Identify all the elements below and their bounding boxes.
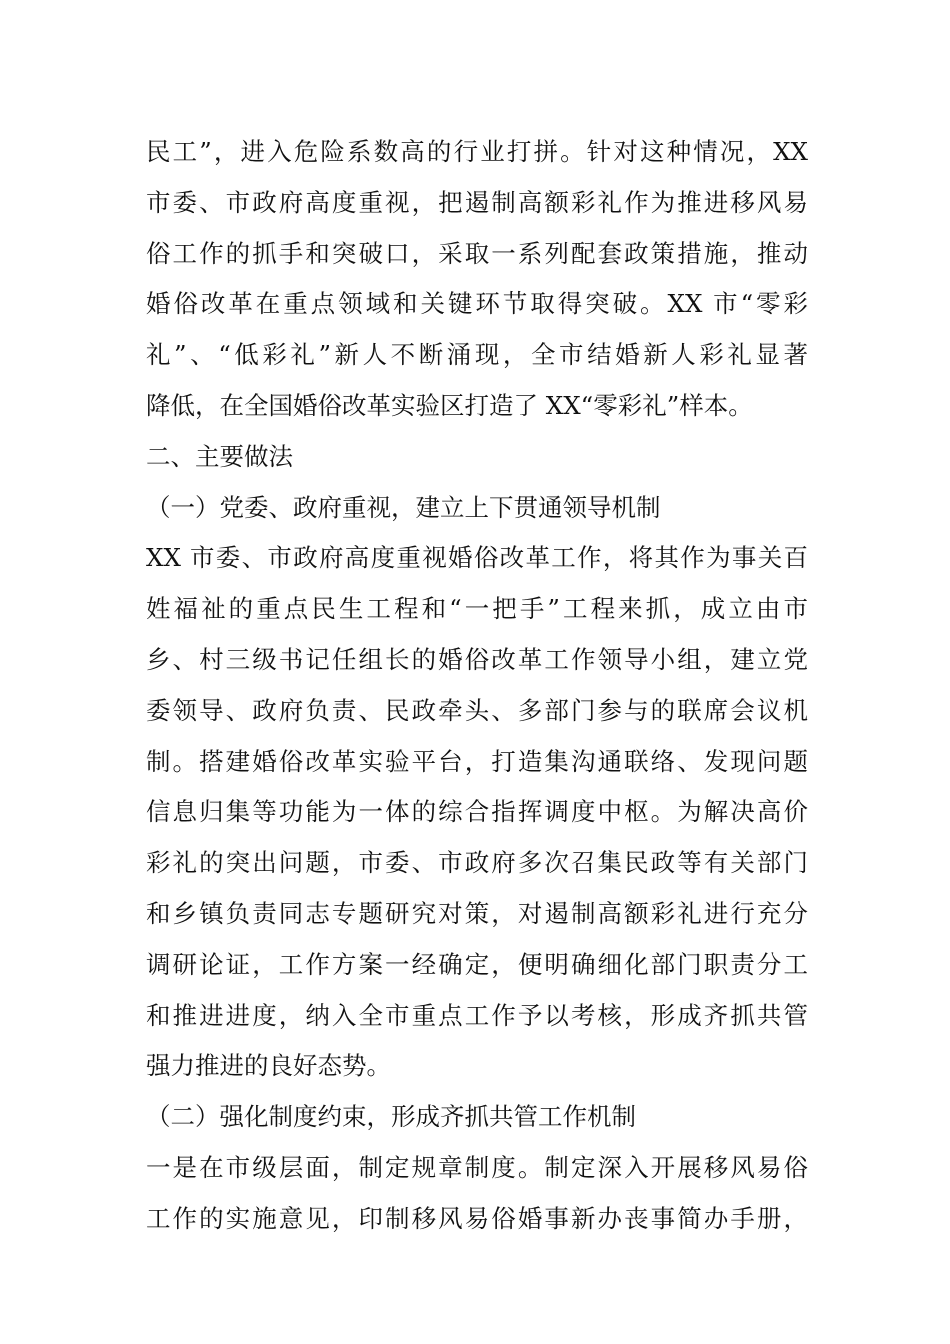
- text-line: 降低，在全国婚俗改革实验区打造了 XX“零彩礼”样本。: [146, 390, 753, 420]
- text-line: 婚俗改革在重点领域和关键环节取得突破。XX 市“零彩: [146, 289, 808, 319]
- subsection-2-paragraph: [146, 1143, 808, 1245]
- text-line: 姓福祉的重点民生工程和“一把手”工程来抓，成立由市: [146, 594, 808, 624]
- text-line: 工作的实施意见，印制移风易俗婚事新办丧事简办手册，: [146, 1203, 808, 1233]
- text-line: 礼”、“低彩礼”新人不断涌现，全市结婚新人彩礼显著: [146, 340, 808, 370]
- text-line: 彩礼的突出问题，市委、市政府多次召集民政等有关部门: [146, 848, 808, 878]
- text-line: 制。搭建婚俗改革实验平台，打造集沟通联络、发现问题: [146, 746, 808, 776]
- subsection-1-heading: （一）党委、政府重视，建立上下贯通领导机制: [146, 492, 661, 522]
- text-line: 和推进进度，纳入全市重点工作予以考核，形成齐抓共管: [146, 1000, 808, 1030]
- text-line: 委领导、政府负责、民政牵头、多部门参与的联席会议机: [146, 695, 808, 725]
- text-line: 调研论证，工作方案一经确定，便明确细化部门职责分工: [146, 949, 808, 979]
- subsection-1-paragraph: [146, 533, 808, 1092]
- document-body: [146, 127, 808, 1245]
- text-line: 和乡镇负责同志专题研究对策，对遏制高额彩礼进行充分: [146, 898, 808, 928]
- text-line: 一是在市级层面，制定规章制度。制定深入开展移风易俗: [146, 1152, 808, 1182]
- section-heading: 二、主要做法: [146, 441, 293, 471]
- subsection-2-heading: （二）强化制度约束，形成齐抓共管工作机制: [146, 1102, 636, 1132]
- text-line: 信息归集等功能为一体的综合指挥调度中枢。为解决高价: [146, 797, 808, 827]
- text-line: 强力推进的良好态势。: [146, 1051, 391, 1081]
- text-line: 市委、市政府高度重视，把遏制高额彩礼作为推进移风易: [146, 187, 808, 217]
- text-line: XX 市委、市政府高度重视婚俗改革工作，将其作为事关百: [146, 543, 808, 573]
- text-line: 民工”，进入危险系数高的行业打拼。针对这种情况，XX: [146, 137, 808, 166]
- intro-paragraph: [146, 127, 808, 432]
- text-line: 乡、村三级书记任组长的婚俗改革工作领导小组，建立党: [146, 644, 808, 674]
- text-line: 俗工作的抓手和突破口，采取一系列配套政策措施，推动: [146, 238, 808, 268]
